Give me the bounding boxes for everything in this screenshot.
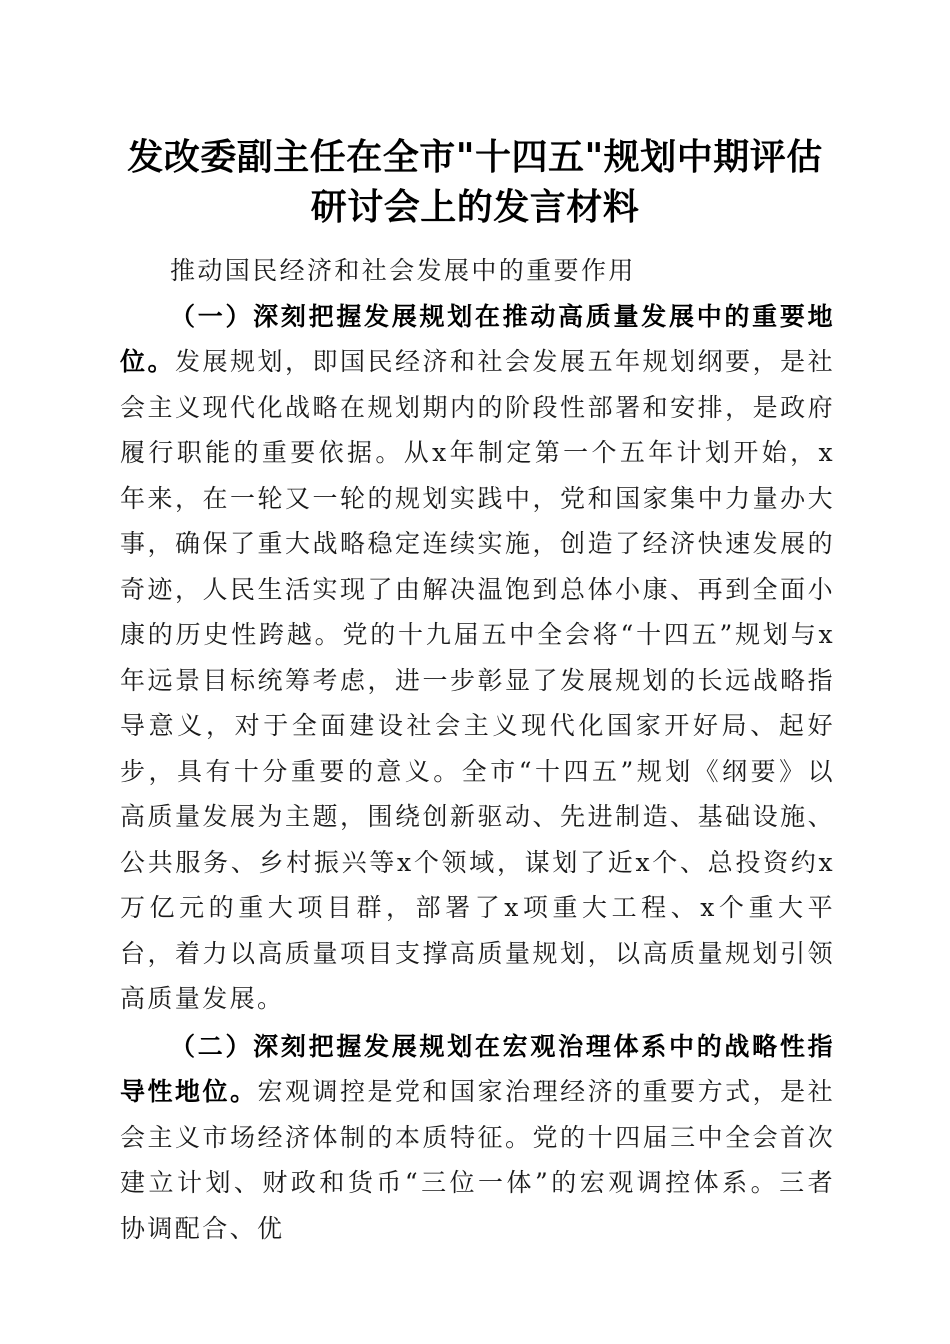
section-2-heading: （二）深刻把握发展规划在宏观治理体系中的战略性指导性地位。 xyxy=(120,1031,835,1106)
intro-paragraph: 推动国民经济和社会发展中的重要作用 xyxy=(170,256,636,285)
document-title xyxy=(110,132,840,232)
section-2-paragraph xyxy=(120,1024,835,1252)
section-2-text: 宏观调控是党和国家治理经济的重要方式，是社会主义市场经济体制的本质特征。党的十四届三中全会首次建立计划、财政和货币“三位一体”的宏观调控体系。三者协调配合、优 xyxy=(120,1077,835,1243)
title-line-1: 发改委副主任在全市"十四五"规划中期评估 xyxy=(127,136,823,178)
document-body xyxy=(120,248,835,1251)
title-line-2: 研讨会上的发言材料 xyxy=(310,186,640,228)
section-1-heading: （一）深刻把握发展规划在推动高质量发展中的重要地位。 xyxy=(120,301,835,376)
section-1-paragraph xyxy=(120,294,835,1022)
section-1-text: 发展规划，即国民经济和社会发展五年规划纲要，是社会主义现代化战略在规划期内的阶段性部署和安排，是政府履行职能的重要依据。从x年制定第一个五年计划开始，x年来，在一轮又一轮的规划实践中，党和国家集中力量办大事，确保了重大战略稳定连续实施，创造了经济快速发展的奇迹，人民生活实现了由解决温饱到总体小康、再到全面小康的历史性跨越。党的十九届五中全会将“十四五”规划与x年远景目标统筹考虑，进一步彰显了发展规划的长远战略指导意义，对于全面建设社会主义现代化国家开好局、起好步，具有十分重要的意义。全市“十四五”规划《纲要》以高质量发展为主题，围绕创新驱动、先进制造、基础设施、公共服务、乡村振兴等x个领域，谋划了近x个、总投资约x万亿元的重大项目群，部署了x项重大工程、x个重大平台，着力以高质量项目支撑高质量规划，以高质量规划引领高质量发展。 xyxy=(120,347,835,1013)
